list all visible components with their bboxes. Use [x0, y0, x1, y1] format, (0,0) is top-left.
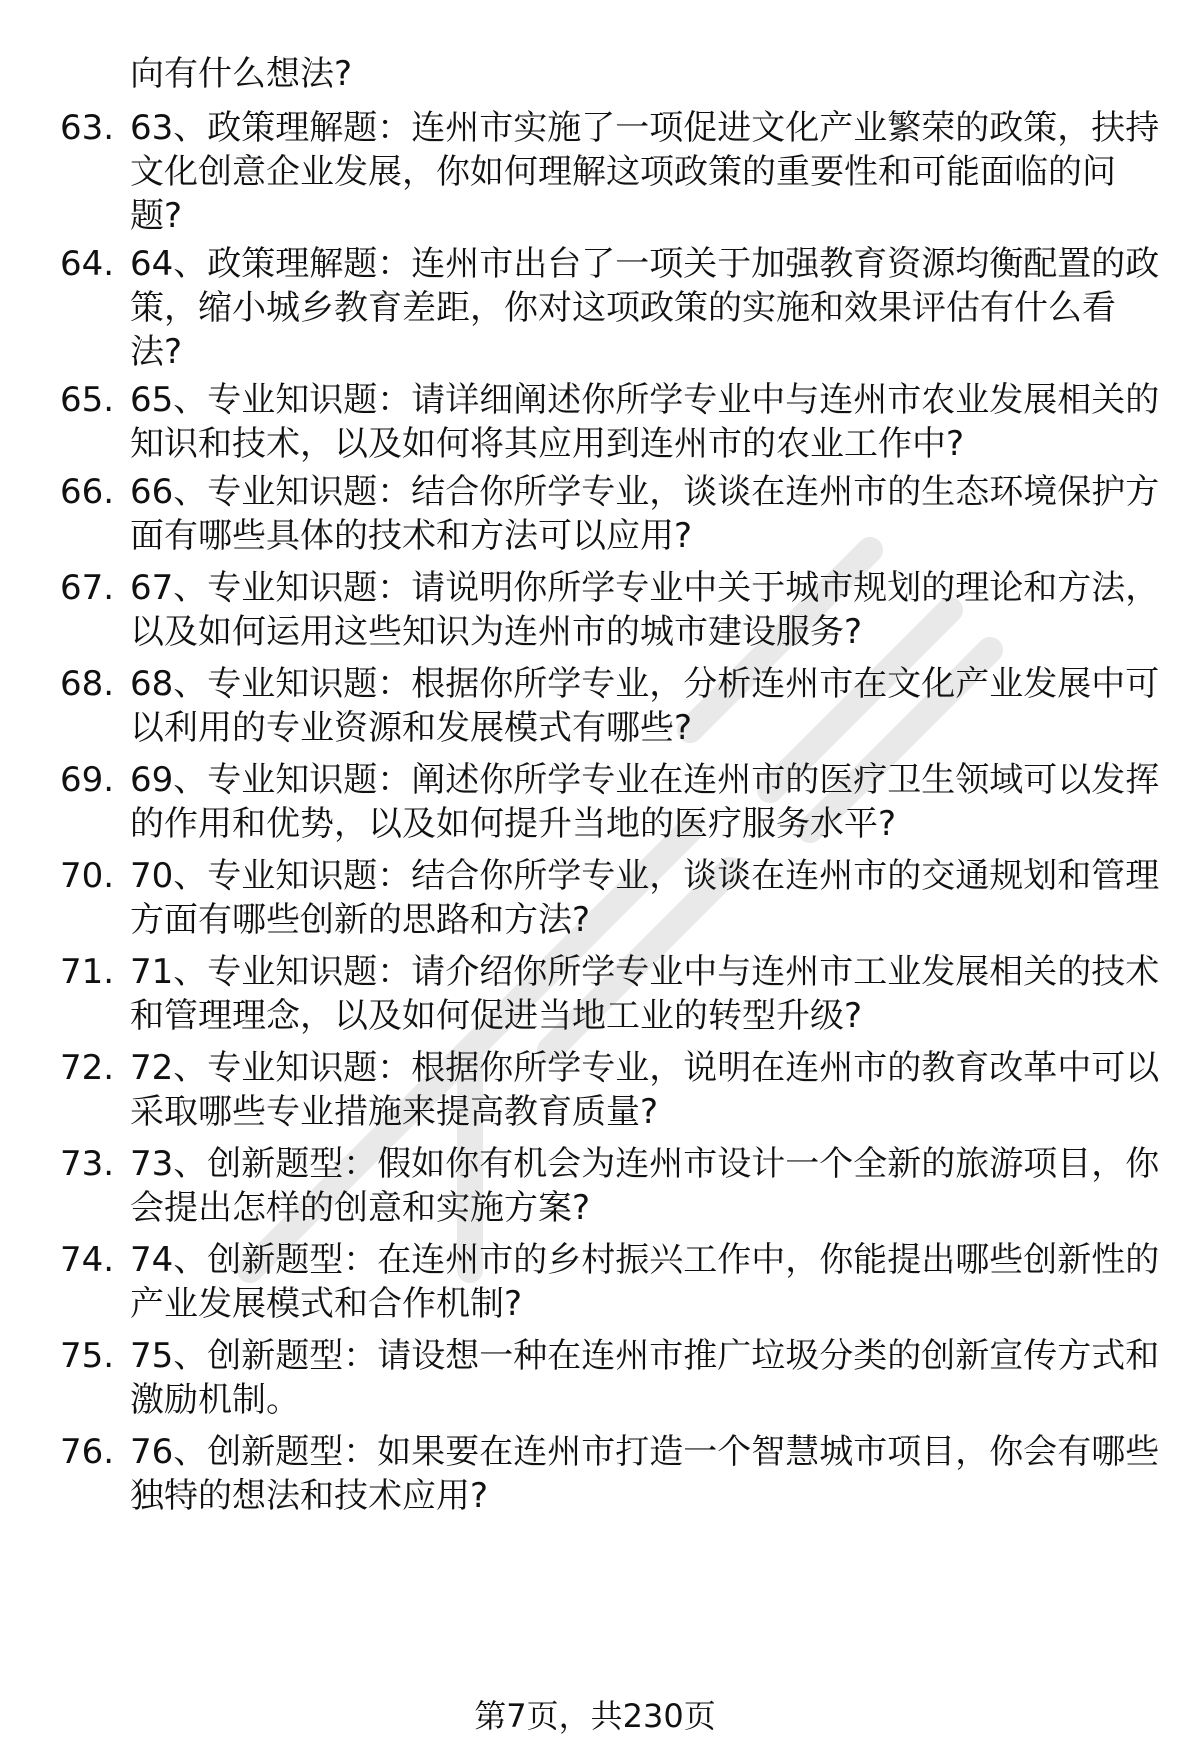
item-number: 67. [60, 568, 115, 608]
list-item [60, 854, 1160, 942]
item-number: 70. [60, 856, 115, 896]
page-footer: 第7页，共230页 [474, 1697, 716, 1735]
item-text: 74、创新题型：在连州市的乡村振兴工作中，你能提出哪些创新性的产业发展模式和合作机制? [130, 1240, 1160, 1324]
list-item [60, 1238, 1160, 1326]
item-number: 75. [60, 1336, 115, 1376]
continuation-text: 向有什么想法? [130, 54, 353, 94]
list-item [60, 470, 1160, 558]
list-item [60, 242, 1160, 374]
item-text: 71、专业知识题：请介绍你所学专业中与连州市工业发展相关的技术和管理理念，以及如何促进当地工业的转型升级? [130, 952, 1160, 1036]
item-text: 64、政策理解题：连州市出台了一项关于加强教育资源均衡配置的政策，缩小城乡教育差距，你对这项政策的实施和效果评估有什么看法? [130, 244, 1160, 372]
item-text: 68、专业知识题：根据你所学专业，分析连州市在文化产业发展中可以利用的专业资源和发展模式有哪些? [130, 664, 1160, 748]
item-number: 69. [60, 760, 115, 800]
item-text: 70、专业知识题：结合你所学专业，谈谈在连州市的交通规划和管理方面有哪些创新的思路和方法? [130, 856, 1160, 940]
item-text: 76、创新题型：如果要在连州市打造一个智慧城市项目，你会有哪些独特的想法和技术应用? [130, 1432, 1160, 1516]
item-number: 64. [60, 244, 115, 284]
list-item [60, 1142, 1160, 1230]
item-number: 68. [60, 664, 115, 704]
list-item [60, 758, 1160, 846]
item-text: 69、专业知识题：阐述你所学专业在连州市的医疗卫生领域可以发挥的作用和优势，以及如何提升当地的医疗服务水平? [130, 760, 1160, 844]
item-text: 65、专业知识题：请详细阐述你所学专业中与连州市农业发展相关的知识和技术，以及如何将其应用到连州市的农业工作中? [130, 380, 1160, 464]
list-item [60, 950, 1160, 1038]
list-item [60, 378, 1160, 466]
item-number: 65. [60, 380, 115, 420]
item-number: 66. [60, 472, 115, 512]
item-number: 76. [60, 1432, 115, 1472]
list-item [60, 566, 1160, 654]
item-text: 73、创新题型：假如你有机会为连州市设计一个全新的旅游项目，你会提出怎样的创意和实施方案? [130, 1144, 1160, 1228]
item-text: 75、创新题型：请设想一种在连州市推广垃圾分类的创新宣传方式和激励机制。 [130, 1336, 1160, 1420]
item-number: 63. [60, 108, 115, 148]
item-text: 63、政策理解题：连州市实施了一项促进文化产业繁荣的政策，扶持文化创意企业发展，你如何理解这项政策的重要性和可能面临的问题? [130, 108, 1160, 236]
list-item [60, 1334, 1160, 1422]
item-number: 73. [60, 1144, 115, 1184]
item-number: 71. [60, 952, 115, 992]
item-number: 72. [60, 1048, 115, 1088]
item-text: 67、专业知识题：请说明你所学专业中关于城市规划的理论和方法，以及如何运用这些知识为连州市的城市建设服务? [130, 568, 1160, 652]
list-item [60, 1430, 1160, 1518]
item-number: 74. [60, 1240, 115, 1280]
list-item [60, 106, 1160, 238]
list-item [60, 1046, 1160, 1134]
item-text: 66、专业知识题：结合你所学专业，谈谈在连州市的生态环境保护方面有哪些具体的技术和方法可以应用? [130, 472, 1160, 556]
item-text: 72、专业知识题：根据你所学专业，说明在连州市的教育改革中可以采取哪些专业措施来提高教育质量? [130, 1048, 1160, 1132]
list-item [60, 662, 1160, 750]
